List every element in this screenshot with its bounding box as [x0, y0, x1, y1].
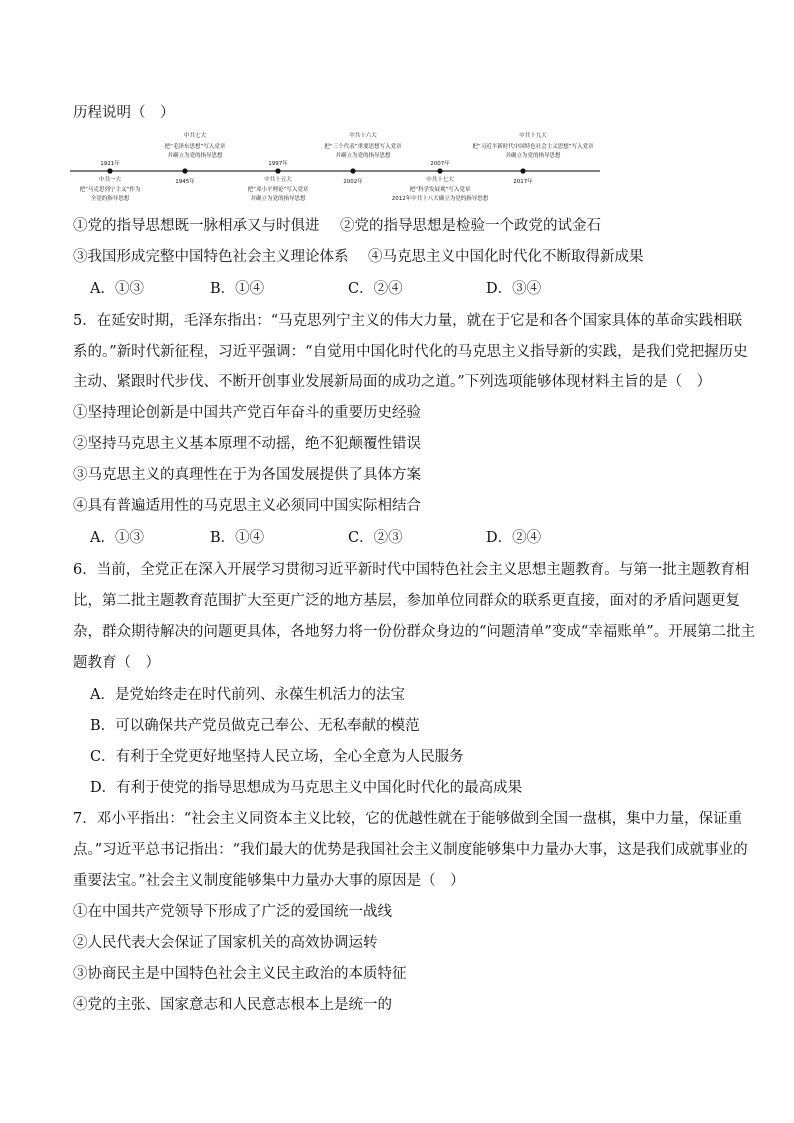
q4-statement-2: ②党的指导思想是检验一个政党的试金石	[340, 218, 601, 234]
timeline-event-text: 并确立为党的指导思想	[250, 196, 306, 202]
q5-stem-line-3: 主动、紧跟时代步伐、不断开创事业发展新局面的成功之道。”下列选项能够体现材料主旨的是（ ）	[73, 374, 712, 390]
timeline-event-text: 把“毛泽东思想”写入党章	[164, 144, 226, 150]
timeline-event-text: 并确立为党的指导思想	[167, 153, 223, 159]
timeline-year-label: 1997年	[268, 161, 288, 167]
q6-stem-line-1: 6．当前，全党正在深入开展学习贯彻习近平新时代中国特色社会主义思想主题教育。与第一批主题教育相	[73, 562, 750, 578]
q6-option-d[interactable]: D．有利于使党的指导思想成为马克思主义中国化时代化的最高成果	[90, 780, 523, 796]
q7-statement-1: ①在中国共产党领导下形成了广泛的爱国统一战线	[73, 904, 392, 920]
timeline-congress-label: 中共十六大	[349, 133, 377, 139]
q4-option-b[interactable]: B．①④	[210, 281, 265, 297]
timeline-event-text: 并确立为党的指导思想	[505, 153, 561, 159]
timeline-year-label: 2002年	[343, 179, 363, 185]
timeline-year-label: 1945年	[175, 179, 195, 185]
q4-option-a[interactable]: A．①③	[90, 281, 144, 297]
q7-statement-3: ③协商民主是中国特色社会主义民主政治的本质特征	[73, 966, 407, 982]
timeline-year-label: 2017年	[513, 179, 533, 185]
q5-option-b[interactable]: B．①④	[210, 530, 265, 546]
timeline-event-text: 把“邓小平理论”写入党章	[247, 187, 309, 193]
timeline-congress-label: 中共十七大	[426, 177, 454, 183]
timeline-event-text: 把“科学发展观”写入党章	[409, 187, 471, 193]
timeline-congress-label: 中共十九大	[519, 133, 547, 139]
timeline-event-text: 全党的指导思想	[90, 196, 130, 202]
q4-option-c[interactable]: C．②④	[348, 281, 403, 297]
q5-statement-3: ③马克思主义的真理性在于为各国发展提供了具体方案	[73, 467, 421, 483]
q4-statement-1: ①党的指导思想既一脉相承又与时俱进	[73, 218, 320, 234]
timeline-point	[107, 168, 112, 173]
timeline-congress-label: 中共一大	[98, 177, 122, 183]
q6-stem-line-3: 杂，群众期待解决的问题更具体，各地努力将一份份群众身边的“问题清单”变成“幸福账单”。开展第二批主	[73, 624, 756, 640]
q7-stem-line-2: 点。”习近平总书记指出：“我们最大的优势是我国社会主义制度能够集中力量办大事，这是我们成就事业的	[73, 842, 748, 858]
q4-statement-3: ③我国形成完整中国特色社会主义理论体系	[73, 249, 349, 265]
timeline-point	[437, 168, 442, 173]
timeline-point	[520, 168, 525, 173]
timeline-point	[275, 168, 280, 173]
q5-stem-line-1: 5．在延安时期，毛泽东指出：“马克思列宁主义的伟大力量，就在于它是和各个国家具体的革命实践相联	[73, 313, 743, 329]
q7-stem-line-1: 7．邓小平指出：“社会主义同资本主义比较，它的优越性就在于能够做到全国一盘棋，集中力量，保证重	[73, 811, 743, 827]
q5-statement-1: ①坚持理论创新是中国共产党百年奋斗的重要历史经验	[73, 405, 421, 421]
q7-stem-line-3: 重要法宝。”社会主义制度能够集中力量办大事的原因是（ ）	[73, 873, 465, 889]
q7-statement-2: ②人民代表大会保证了国家机关的高效协调运转	[73, 935, 378, 951]
timeline-point	[182, 168, 187, 173]
q5-option-c[interactable]: C．②③	[348, 530, 403, 546]
timeline-congress-label: 中共十五大	[264, 177, 292, 183]
history-timeline	[60, 126, 620, 208]
timeline-event-text: 把“马克思列宁主义”作为	[79, 187, 141, 193]
q4-statement-4: ④马克思主义中国化时代化不断取得新成果	[368, 249, 644, 265]
q4-stem-tail: 历程说明（ ）	[73, 105, 175, 121]
q6-option-a[interactable]: A．是党始终走在时代前列、永葆生机活力的法宝	[90, 687, 405, 703]
timeline-year-label: 2007年	[430, 161, 450, 167]
q5-statement-2: ②坚持马克思主义基本原理不动摇，绝不犯颠覆性错误	[73, 436, 421, 452]
timeline-point	[350, 168, 355, 173]
q6-stem-line-4: 题教育（ ）	[73, 655, 160, 671]
timeline-event-text: 把“三个代表”重要思想写入党章	[324, 144, 402, 150]
q5-statement-4: ④具有普遍适用性的马克思主义必须同中国实际相结合	[73, 498, 421, 514]
timeline-congress-label: 中共七大	[183, 133, 207, 139]
q5-option-a[interactable]: A．①③	[90, 530, 144, 546]
q6-option-c[interactable]: C．有利于全党更好地坚持人民立场，全心全意为人民服务	[90, 749, 464, 765]
q6-stem-line-2: 比，第二批主题教育范围扩大至更广泛的地方基层，参加单位同群众的联系更直接，面对的矛盾问题更复	[73, 593, 740, 609]
timeline-year-label: 1921年	[100, 161, 120, 167]
q6-option-b[interactable]: B．可以确保共产党员做克己奉公、无私奉献的模范	[90, 718, 420, 734]
q5-option-d[interactable]: D．②④	[486, 530, 542, 546]
timeline-event-text: 并确立为党的指导思想	[335, 153, 391, 159]
timeline-event-text: 2012年中共十八大确立为党的指导思想	[391, 196, 489, 202]
q4-option-d[interactable]: D．③④	[486, 281, 542, 297]
q7-statement-4: ④党的主张、国家意志和人民意志根本上是统一的	[73, 997, 392, 1013]
timeline-event-text: 把“习近平新时代中国特色社会主义思想”写入党章	[472, 144, 594, 150]
q5-stem-line-2: 系的。”新时代新征程，习近平强调：“自觉用中国化时代化的马克思主义指导新的实践，是我们党把握历史	[73, 344, 748, 360]
